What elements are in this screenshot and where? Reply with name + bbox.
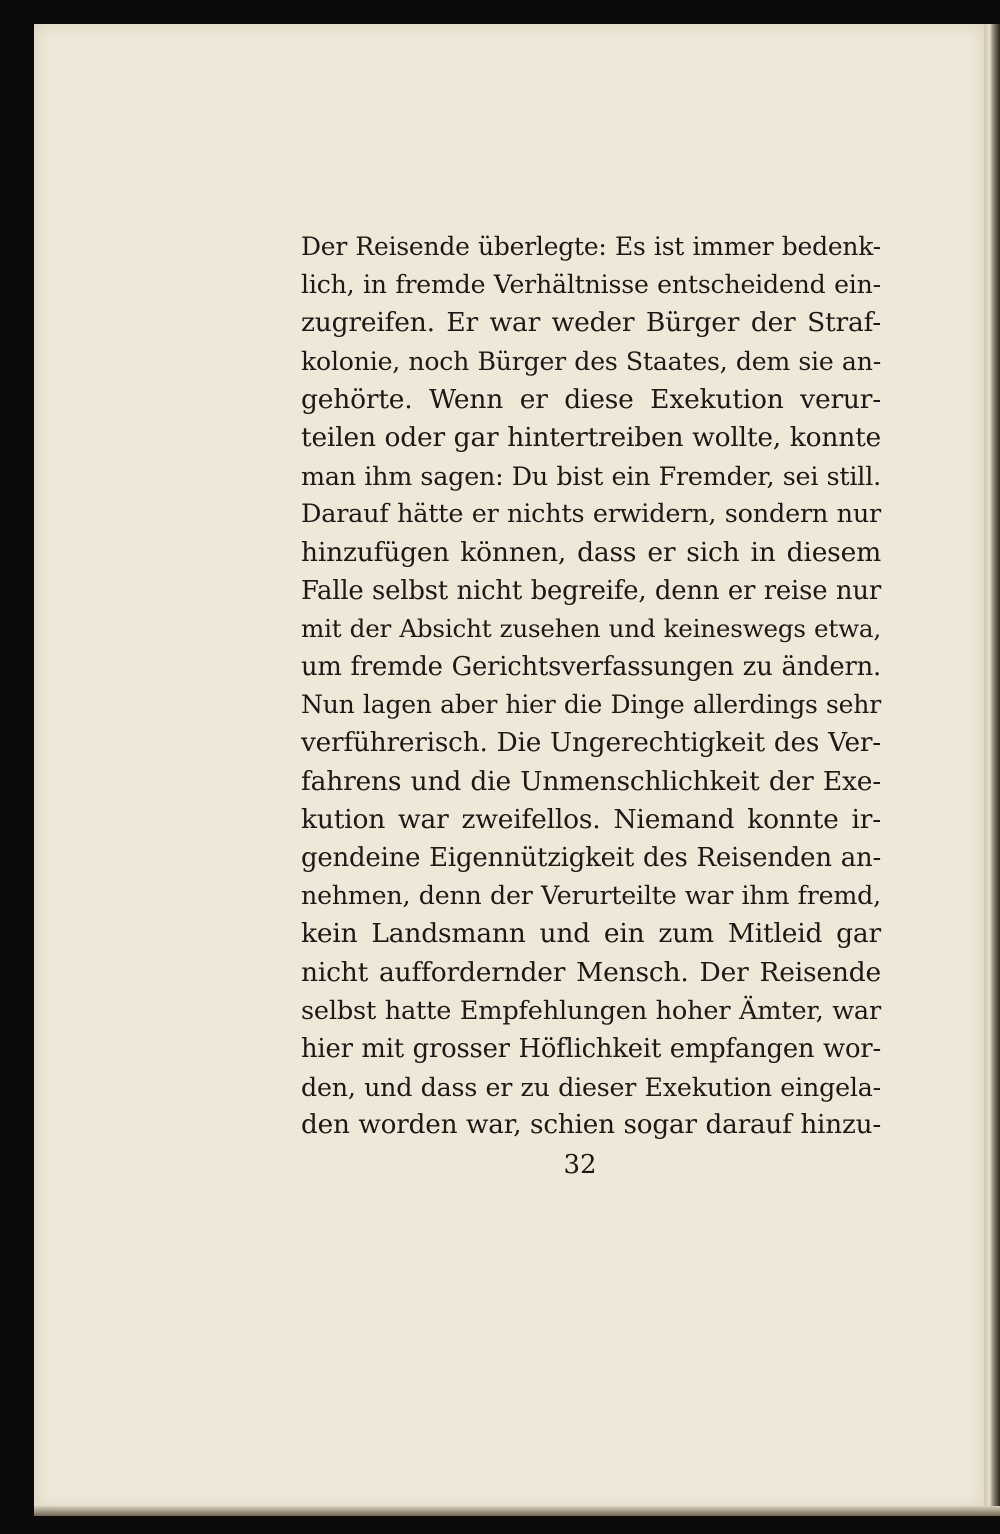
text-line: gendeine Eigennützigkeit des Reisenden an- — [301, 843, 881, 873]
text-line: den worden war, schien sogar darauf hinzu- — [301, 1110, 881, 1141]
body-text — [301, 228, 881, 1145]
text-line: zugreifen. Er war weder Bürger der Straf- — [301, 307, 881, 339]
text-line: lich, in fremde Verhältnisse entscheidend ein- — [301, 270, 881, 300]
text-line: hier mit grosser Höflichkeit empfangen wor- — [301, 1033, 881, 1064]
text-line: fahrens und die Unmenschlichkeit der Exe- — [301, 765, 881, 797]
text-line: Nun lagen aber hier die Dinge allerdings sehr — [301, 690, 881, 720]
text-line: den, und dass er zu dieser Exekution eingela- — [301, 1072, 881, 1103]
text-line: kein Landsmann und ein zum Mitleid gar — [301, 918, 881, 950]
page-edge-right — [984, 24, 1000, 1510]
text-line: Darauf hätte er nichts erwidern, sondern nur — [301, 499, 881, 530]
text-line: teilen oder gar hintertreiben wollte, konnte — [301, 421, 881, 453]
page-edge-bottom — [34, 1506, 1000, 1516]
text-line: selbst hatte Empfehlungen hoher Ämter, war — [301, 995, 881, 1026]
text-line: Falle selbst nicht begreife, denn er reise nur — [301, 575, 881, 606]
text-line: nicht auffordernder Mensch. Der Reisende — [301, 956, 881, 988]
text-line: mit der Absicht zusehen und keineswegs etwa, — [301, 613, 881, 643]
text-line: verführerisch. Die Ungerechtigkeit des Ver- — [301, 728, 881, 759]
text-line: man ihm sagen: Du bist ein Fremder, sei still. — [301, 461, 881, 492]
text-line: Der Reisende überlegte: Es ist immer bedenk- — [301, 232, 881, 261]
text-line: nehmen, denn der Verurteilte war ihm fremd, — [301, 881, 881, 911]
text-line: um fremde Gerichtsverfassungen zu ändern. — [301, 652, 881, 683]
page-number: 32 — [563, 1150, 597, 1180]
text-line: gehörte. Wenn er diese Exekution verur- — [301, 383, 881, 415]
text-line: kolonie, noch Bürger des Staates, dem sie an- — [301, 346, 881, 376]
text-line: hinzufügen können, dass er sich in diesem — [301, 536, 881, 568]
text-line: kution war zweifellos. Niemand konnte ir- — [301, 803, 881, 835]
